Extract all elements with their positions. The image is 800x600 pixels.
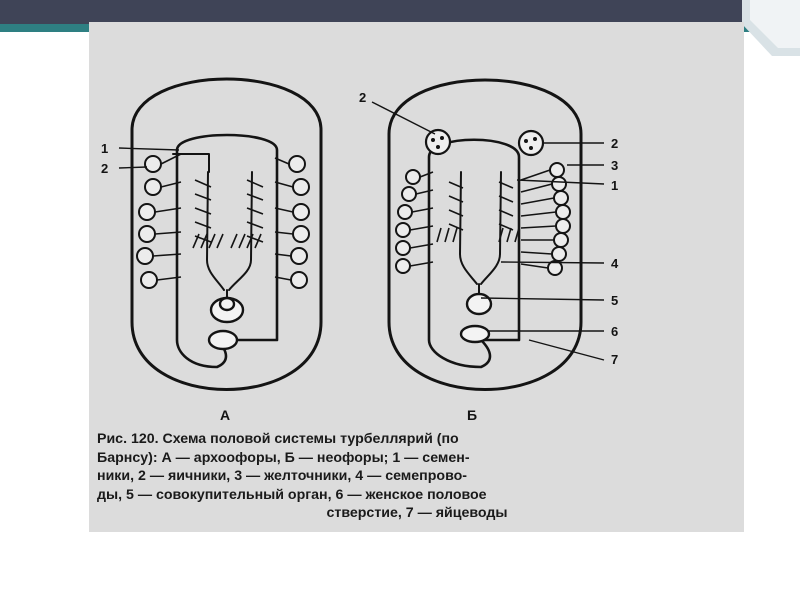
corner-decoration — [742, 0, 800, 56]
figure-caption — [97, 430, 737, 523]
label-b-2-right: 2 — [611, 136, 619, 151]
label-a-2: 2 — [101, 161, 109, 176]
label-a-1: 1 — [101, 141, 109, 156]
caption-line-4: ды, 5 — совокупительный орган, 6 — женское половое — [97, 486, 487, 503]
caption-line-3: ники, 2 — яичники, 3 — желточники, 4 — семепрово- — [97, 468, 468, 484]
panel-b-letter: Б — [467, 407, 478, 423]
label-b-3: 3 — [611, 158, 619, 173]
figure-image — [89, 22, 744, 532]
label-b-5: 5 — [611, 293, 619, 308]
label-b-4: 4 — [611, 256, 619, 271]
caption-line-1: Рис. 120. Схема половой системы турбеллярий (по — [97, 431, 459, 447]
caption-line-2: Барнсу): А — архоофоры, Б — неофоры; 1 — семен- — [97, 449, 470, 466]
panel-a-letter: А — [220, 407, 231, 423]
label-b-7: 7 — [611, 352, 619, 367]
caption-line-5: стверстие, 7 — яйцеводы — [326, 505, 508, 521]
slide-top-bar — [0, 0, 800, 24]
label-b-2-left: 2 — [359, 90, 367, 105]
label-b-6: 6 — [611, 324, 619, 339]
label-b-1: 1 — [611, 178, 619, 193]
